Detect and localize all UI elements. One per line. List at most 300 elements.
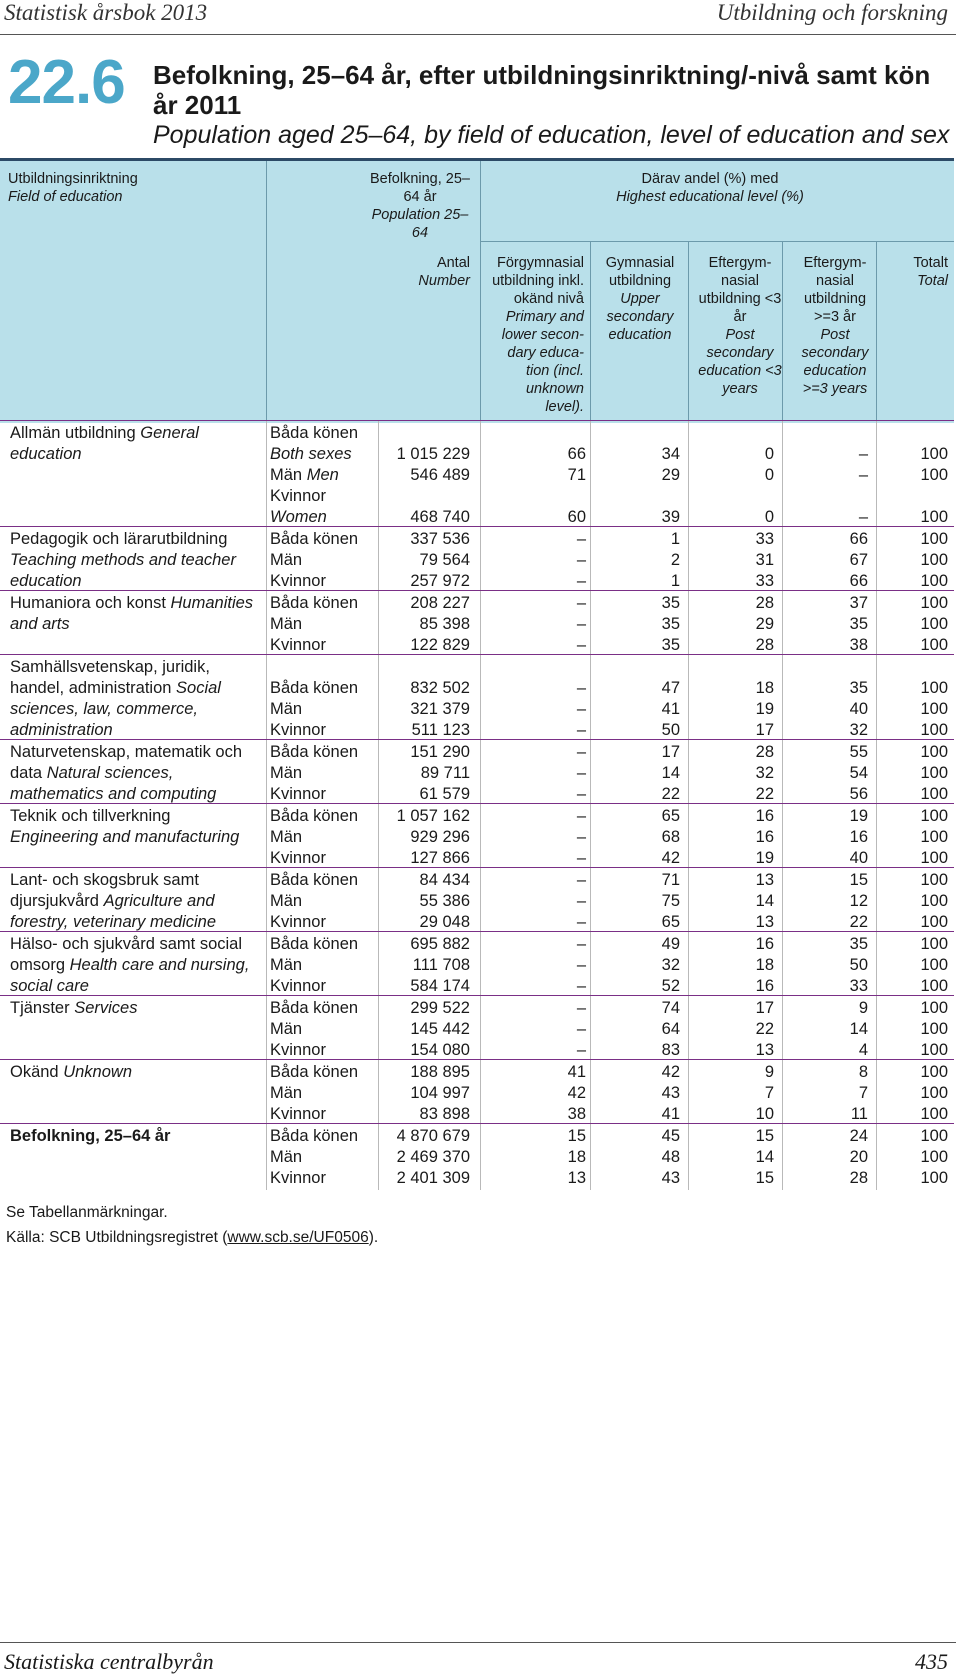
cell-upper-secondary-pct: 43	[661, 1084, 680, 1102]
cell-upper-secondary-pct: 43	[661, 1169, 680, 1187]
field-label-en: Services	[74, 999, 138, 1017]
cell-total-pct: 100	[920, 508, 948, 526]
table-row	[0, 614, 954, 635]
cell-total-pct: 100	[920, 764, 948, 782]
sex-label: Kvinnor	[270, 721, 326, 739]
table-column-header	[0, 158, 954, 423]
row-group	[0, 654, 954, 739]
cell-upper-secondary-pct: 35	[661, 594, 680, 612]
sex-label-en: Men	[306, 466, 339, 484]
cell-number: 55 386	[419, 892, 470, 910]
cell-post-secondary-short-pct: 13	[755, 1041, 774, 1059]
cell-primary-pct: –	[576, 551, 586, 569]
row-group	[0, 867, 954, 931]
cell-upper-secondary-pct: 17	[661, 743, 680, 761]
sex-label: Kvinnor	[270, 785, 326, 803]
cell-primary-pct: –	[576, 572, 586, 590]
sex-label-en: Women	[270, 508, 327, 526]
header-vline	[876, 241, 877, 423]
cell-post-secondary-short-pct: 32	[755, 764, 774, 782]
cell-post-secondary-long-pct: 67	[849, 551, 868, 569]
cell-upper-secondary-pct: 74	[661, 999, 680, 1017]
sex-label: Män	[270, 551, 303, 569]
table-row	[0, 870, 954, 891]
cell-post-secondary-long-pct: 19	[849, 807, 868, 825]
cell-total-pct: 100	[920, 636, 948, 654]
field-label-sv: Okänd	[10, 1063, 59, 1081]
table-number: 22.6	[8, 48, 125, 117]
cell-primary-pct: –	[576, 828, 586, 846]
col-number-header	[380, 254, 470, 290]
row-group	[0, 739, 954, 803]
cell-total-pct: 100	[920, 977, 948, 995]
publisher-name: Statistiska centralbyrån	[4, 1649, 214, 1674]
cell-post-secondary-long-pct: 35	[849, 679, 868, 697]
sex-label: Båda könen	[270, 935, 359, 953]
table-row	[0, 678, 954, 699]
table-row	[0, 699, 954, 720]
row-group	[0, 1059, 954, 1123]
cell-primary-pct: –	[576, 1041, 586, 1059]
cell-total-pct: 100	[920, 1148, 948, 1166]
cell-number: 2 401 309	[396, 1169, 470, 1187]
table-body	[0, 420, 954, 1187]
sex-label: Kvinnor	[270, 977, 326, 995]
cell-post-secondary-long-pct: 50	[849, 956, 868, 974]
cell-post-secondary-short-pct: 15	[755, 1127, 774, 1145]
cell-upper-secondary-pct: 64	[661, 1020, 680, 1038]
col-share-sv: Därav andel (%) med	[641, 171, 779, 187]
cell-primary-pct: –	[576, 935, 586, 953]
table-row	[0, 720, 954, 741]
table-row	[0, 806, 954, 827]
sex-label: Kvinnor	[270, 849, 326, 867]
cell-number: 1 015 229	[396, 445, 470, 463]
field-label-en: Agriculture and forestry, veterinary medicine	[10, 892, 217, 931]
cell-total-pct: 100	[920, 551, 948, 569]
source-link[interactable]: www.scb.se/UF0506	[227, 1229, 369, 1246]
cell-post-secondary-short-pct: 9	[764, 1063, 774, 1081]
cell-total-pct: 100	[920, 892, 948, 910]
cell-number: 208 227	[410, 594, 470, 612]
footnote-source	[6, 1225, 378, 1250]
col-total-sv: Totalt	[913, 255, 948, 271]
cell-number: 154 080	[410, 1041, 470, 1059]
cell-post-secondary-long-pct: 35	[849, 615, 868, 633]
cell-upper-secondary-pct: 50	[661, 721, 680, 739]
sex-label: Män	[270, 828, 303, 846]
cell-post-secondary-short-pct: 29	[755, 615, 774, 633]
table-row	[0, 1083, 954, 1104]
cell-post-secondary-long-pct: 12	[849, 892, 868, 910]
table-row	[0, 1168, 954, 1189]
table-row	[0, 891, 954, 912]
table-row	[0, 955, 954, 976]
header-divider	[480, 241, 954, 242]
row-group	[0, 590, 954, 654]
cell-number: 695 882	[410, 935, 470, 953]
col-level3-en: Post secondary education <3 years	[698, 327, 782, 397]
cell-primary-pct: –	[576, 636, 586, 654]
cell-primary-pct: –	[576, 871, 586, 889]
yearbook-title: Statistisk årsbok 2013	[4, 0, 208, 25]
col-total-header	[880, 254, 948, 290]
cell-primary-pct: 15	[567, 1127, 586, 1145]
footnotes	[6, 1200, 378, 1250]
table-row	[0, 529, 954, 550]
sex-label: Kvinnor	[270, 1041, 326, 1059]
table-row	[0, 550, 954, 571]
cell-total-pct: 100	[920, 807, 948, 825]
cell-upper-secondary-pct: 42	[661, 1063, 680, 1081]
cell-upper-secondary-pct: 32	[661, 956, 680, 974]
col-number-sv: Antal	[436, 255, 470, 271]
cell-upper-secondary-pct: 45	[661, 1127, 680, 1145]
cell-total-pct: 100	[920, 1127, 948, 1145]
cell-post-secondary-short-pct: 7	[764, 1084, 774, 1102]
field-label-sv: Humaniora och konst	[10, 594, 166, 612]
table-row	[0, 1019, 954, 1040]
table-row	[0, 1062, 954, 1083]
cell-primary-pct: –	[576, 594, 586, 612]
cell-post-secondary-long-pct: 8	[858, 1063, 868, 1081]
field-label-sv: Tjänster	[10, 999, 70, 1017]
cell-upper-secondary-pct: 35	[661, 636, 680, 654]
row-group	[0, 995, 954, 1059]
cell-post-secondary-short-pct: 28	[755, 636, 774, 654]
col-level3-header	[695, 254, 785, 398]
cell-number: 79 564	[419, 551, 470, 569]
table-row	[0, 507, 954, 528]
cell-post-secondary-short-pct: 18	[755, 956, 774, 974]
sex-label: Kvinnor	[270, 636, 326, 654]
sex-label: Kvinnor	[270, 487, 326, 505]
field-label-en: Teaching methods and teacher education	[10, 551, 236, 590]
cell-upper-secondary-pct: 2	[670, 551, 680, 569]
cell-post-secondary-short-pct: 13	[755, 871, 774, 889]
cell-post-secondary-short-pct: 28	[755, 743, 774, 761]
cell-primary-pct: 18	[567, 1148, 586, 1166]
cell-number: 546 489	[410, 466, 470, 484]
cell-total-pct: 100	[920, 445, 948, 463]
cell-number: 85 398	[419, 615, 470, 633]
cell-primary-pct: –	[576, 892, 586, 910]
cell-upper-secondary-pct: 41	[661, 700, 680, 718]
cell-primary-pct: –	[576, 999, 586, 1017]
table-title-english: Population aged 25–64, by field of education, level of education and sex	[153, 121, 950, 149]
cell-post-secondary-short-pct: 22	[755, 1020, 774, 1038]
sex-label: Båda könen	[270, 594, 359, 612]
cell-total-pct: 100	[920, 913, 948, 931]
table-row	[0, 1040, 954, 1061]
cell-post-secondary-short-pct: 18	[755, 679, 774, 697]
field-label-en: Health care and nursing, social care	[10, 956, 250, 995]
col-pop-en: Population 25–64	[371, 207, 469, 241]
cell-post-secondary-long-pct: 16	[849, 828, 868, 846]
cell-post-secondary-long-pct: 32	[849, 721, 868, 739]
table-row	[0, 763, 954, 784]
cell-post-secondary-short-pct: 14	[755, 1148, 774, 1166]
cell-post-secondary-short-pct: 33	[755, 530, 774, 548]
cell-upper-secondary-pct: 1	[670, 572, 680, 590]
cell-post-secondary-long-pct: 54	[849, 764, 868, 782]
col-level1-header	[488, 254, 584, 416]
field-label-en: Engineering and manufacturing	[10, 828, 240, 846]
cell-total-pct: 100	[920, 1020, 948, 1038]
cell-number: 83 898	[419, 1105, 470, 1123]
cell-post-secondary-long-pct: 55	[849, 743, 868, 761]
cell-total-pct: 100	[920, 1063, 948, 1081]
field-label-sv: Pedagogik och lärarutbildning	[10, 530, 228, 548]
table-row	[0, 571, 954, 592]
cell-post-secondary-short-pct: 31	[755, 551, 774, 569]
field-label-en: Humanities and arts	[10, 594, 254, 633]
cell-upper-secondary-pct: 29	[661, 466, 680, 484]
sex-label: Båda könen	[270, 1127, 359, 1145]
table-title-swedish: Befolkning, 25–64 år, efter utbildningsinriktning/-nivå samt kön år 2011	[153, 60, 931, 120]
field-label-en: Social sciences, law, commerce, administration	[10, 679, 221, 739]
cell-total-pct: 100	[920, 1084, 948, 1102]
cell-number: 468 740	[410, 508, 470, 526]
cell-post-secondary-short-pct: 16	[755, 977, 774, 995]
table-row	[0, 1147, 954, 1168]
sex-label: Båda könen	[270, 530, 359, 548]
cell-upper-secondary-pct: 35	[661, 615, 680, 633]
table-row	[0, 1104, 954, 1125]
cell-post-secondary-short-pct: 0	[764, 508, 774, 526]
cell-post-secondary-long-pct: 56	[849, 785, 868, 803]
col-level4-sv: Eftergym-nasial utbildning >=3 år	[803, 255, 867, 325]
col-field-sv: Utbildningsinriktning	[8, 171, 138, 187]
cell-number: 127 866	[410, 849, 470, 867]
cell-post-secondary-long-pct: 40	[849, 849, 868, 867]
cell-primary-pct: –	[576, 807, 586, 825]
cell-upper-secondary-pct: 42	[661, 849, 680, 867]
sex-label: Kvinnor	[270, 572, 326, 590]
sex-label: Kvinnor	[270, 1169, 326, 1187]
cell-total-pct: 100	[920, 530, 948, 548]
table-row	[0, 827, 954, 848]
cell-primary-pct: 41	[567, 1063, 586, 1081]
sex-label: Båda könen	[270, 1063, 359, 1081]
field-label-en: General education	[10, 424, 199, 463]
field-label-sv: Samhällsvetenskap, juridik, handel, administration	[10, 658, 210, 697]
col-level1-en: Primary and lower secon-dary educa-tion (incl. unknown level).	[501, 309, 584, 415]
cell-number: 584 174	[410, 977, 470, 995]
cell-number: 337 536	[410, 530, 470, 548]
sex-label	[270, 465, 339, 486]
cell-primary-pct: 66	[567, 445, 586, 463]
cell-total-pct: 100	[920, 594, 948, 612]
cell-primary-pct: –	[576, 743, 586, 761]
table-row	[0, 934, 954, 955]
cell-post-secondary-long-pct: 24	[849, 1127, 868, 1145]
cell-total-pct: 100	[920, 572, 948, 590]
table-row	[0, 784, 954, 805]
table-row	[0, 998, 954, 1019]
sex-label: Män	[270, 700, 303, 718]
cell-total-pct: 100	[920, 1169, 948, 1187]
cell-post-secondary-long-pct: –	[858, 508, 868, 526]
cell-post-secondary-long-pct: –	[858, 466, 868, 484]
col-share-header	[560, 170, 860, 206]
cell-primary-pct: –	[576, 1020, 586, 1038]
table-row	[0, 444, 954, 465]
cell-total-pct: 100	[920, 615, 948, 633]
source-text: Källa: SCB Utbildningsregistret (	[6, 1229, 228, 1246]
cell-primary-pct: 13	[567, 1169, 586, 1187]
sex-label: Män	[270, 956, 303, 974]
sex-label: Män	[270, 1148, 303, 1166]
row-group	[0, 526, 954, 590]
field-label-sv: Hälso- och sjukvård samt social omsorg	[10, 935, 242, 974]
cell-post-secondary-short-pct: 0	[764, 445, 774, 463]
cell-total-pct: 100	[920, 999, 948, 1017]
cell-total-pct: 100	[920, 871, 948, 889]
cell-post-secondary-long-pct: 38	[849, 636, 868, 654]
cell-number: 61 579	[419, 785, 470, 803]
cell-total-pct: 100	[920, 1105, 948, 1123]
cell-total-pct: 100	[920, 935, 948, 953]
cell-total-pct: 100	[920, 956, 948, 974]
cell-post-secondary-long-pct: 66	[849, 572, 868, 590]
col-level4-en: Post secondary education >=3 years	[801, 327, 869, 397]
sex-label: Båda könen	[270, 807, 359, 825]
col-pop-sv: Befolkning, 25–64 år	[370, 171, 470, 205]
table-row	[0, 635, 954, 656]
cell-number: 257 972	[410, 572, 470, 590]
field-label-sv: Befolkning, 25–64 år	[10, 1127, 171, 1145]
field-label-sv: Allmän utbildning	[10, 424, 136, 442]
page-number: 435	[915, 1649, 948, 1674]
sex-label: Båda könen	[270, 743, 359, 761]
cell-total-pct: 100	[920, 466, 948, 484]
table-row	[0, 912, 954, 933]
cell-number: 29 048	[419, 913, 470, 931]
page-header	[0, 0, 956, 35]
sex-label: Män	[270, 1020, 303, 1038]
cell-post-secondary-long-pct: –	[858, 445, 868, 463]
sex-label-sv: Män	[270, 466, 303, 484]
cell-number: 4 870 679	[396, 1127, 470, 1145]
cell-primary-pct: –	[576, 764, 586, 782]
cell-upper-secondary-pct: 83	[661, 1041, 680, 1059]
cell-total-pct: 100	[920, 679, 948, 697]
cell-post-secondary-short-pct: 33	[755, 572, 774, 590]
cell-number: 299 522	[410, 999, 470, 1017]
col-field-en: Field of education	[8, 189, 123, 205]
field-label-sv: Teknik och tillverkning	[10, 807, 171, 825]
table-row	[0, 593, 954, 614]
cell-primary-pct: –	[576, 530, 586, 548]
table-row	[0, 742, 954, 763]
table-row	[0, 465, 954, 486]
row-group	[0, 803, 954, 867]
col-field-header	[8, 170, 248, 206]
cell-upper-secondary-pct: 48	[661, 1148, 680, 1166]
cell-post-secondary-long-pct: 14	[849, 1020, 868, 1038]
table-row	[0, 1126, 954, 1147]
cell-number: 89 711	[420, 764, 470, 782]
cell-post-secondary-short-pct: 16	[755, 807, 774, 825]
cell-post-secondary-long-pct: 7	[858, 1084, 868, 1102]
header-vline	[782, 241, 783, 423]
footnote-table-notes: Se Tabellanmärkningar.	[6, 1204, 168, 1221]
cell-upper-secondary-pct: 75	[661, 892, 680, 910]
header-vline	[480, 161, 481, 423]
header-vline	[590, 241, 591, 423]
header-vline	[688, 241, 689, 423]
chapter-title: Utbildning och forskning	[716, 0, 948, 25]
col-level2-sv: Gymnasial utbildning	[605, 255, 675, 289]
cell-upper-secondary-pct: 14	[661, 764, 680, 782]
sex-label	[270, 444, 352, 465]
cell-post-secondary-long-pct: 22	[849, 913, 868, 931]
col-level3-sv: Eftergym-nasial utbildning <3 år	[698, 255, 782, 325]
cell-post-secondary-short-pct: 10	[755, 1105, 774, 1123]
cell-number: 832 502	[410, 679, 470, 697]
cell-total-pct: 100	[920, 743, 948, 761]
cell-post-secondary-short-pct: 17	[755, 721, 774, 739]
col-population-header	[370, 170, 470, 242]
col-share-en: Highest educational level (%)	[616, 189, 804, 205]
cell-post-secondary-long-pct: 9	[858, 999, 868, 1017]
sex-label: Kvinnor	[270, 1105, 326, 1123]
cell-post-secondary-short-pct: 0	[764, 466, 774, 484]
table-row	[0, 848, 954, 869]
cell-post-secondary-long-pct: 37	[849, 594, 868, 612]
cell-upper-secondary-pct: 68	[661, 828, 680, 846]
cell-primary-pct: –	[576, 956, 586, 974]
cell-total-pct: 100	[920, 1041, 948, 1059]
sex-label: Män	[270, 764, 303, 782]
cell-primary-pct: –	[576, 615, 586, 633]
cell-number: 2 469 370	[396, 1148, 470, 1166]
cell-primary-pct: 38	[567, 1105, 586, 1123]
row-group	[0, 931, 954, 995]
cell-primary-pct: –	[576, 977, 586, 995]
field-label-en: Natural sciences, mathematics and computing	[10, 764, 217, 803]
cell-post-secondary-short-pct: 19	[755, 849, 774, 867]
cell-primary-pct: –	[576, 849, 586, 867]
field-label-sv: Lant- och skogsbruk samt djursjukvård	[10, 871, 199, 910]
sex-label: Män	[270, 892, 303, 910]
sex-label: Båda könen	[270, 871, 359, 889]
col-level4-header	[790, 254, 880, 398]
cell-total-pct: 100	[920, 785, 948, 803]
cell-number: 104 997	[410, 1084, 470, 1102]
cell-number: 111 708	[412, 956, 470, 974]
cell-total-pct: 100	[920, 700, 948, 718]
cell-post-secondary-short-pct: 16	[755, 828, 774, 846]
cell-total-pct: 100	[920, 828, 948, 846]
header-vline	[266, 161, 267, 423]
cell-upper-secondary-pct: 71	[661, 871, 680, 889]
cell-primary-pct: 71	[567, 466, 586, 484]
cell-total-pct: 100	[920, 849, 948, 867]
cell-upper-secondary-pct: 52	[661, 977, 680, 995]
cell-upper-secondary-pct: 41	[661, 1105, 680, 1123]
field-label-en: Unknown	[63, 1063, 133, 1081]
cell-primary-pct: –	[576, 913, 586, 931]
row-group	[0, 420, 954, 526]
sex-label: Båda könen	[270, 424, 359, 442]
cell-post-secondary-short-pct: 17	[755, 999, 774, 1017]
cell-number: 929 296	[410, 828, 470, 846]
cell-number: 145 442	[410, 1020, 470, 1038]
cell-post-secondary-long-pct: 15	[849, 871, 868, 889]
source-suffix: ).	[368, 1229, 379, 1246]
